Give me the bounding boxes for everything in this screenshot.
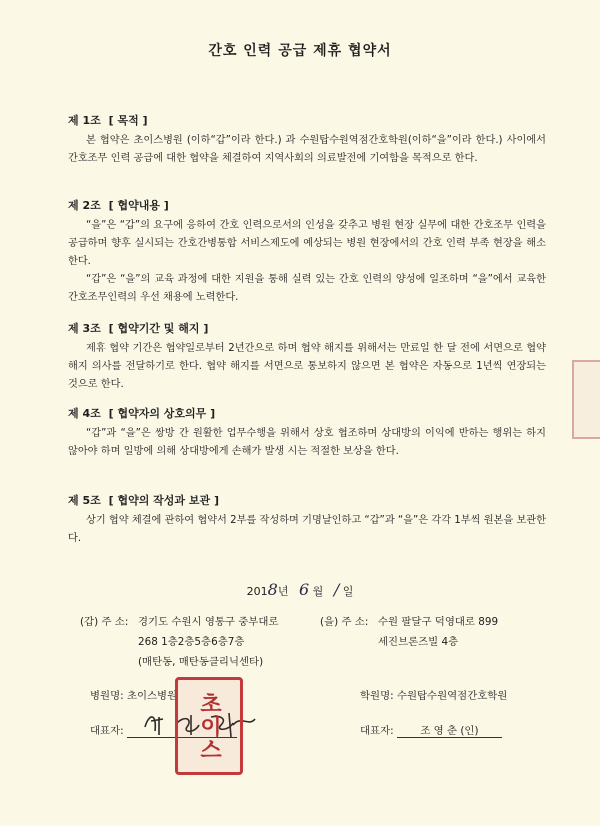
article-5-heading [68,492,546,508]
article-4-number: 제 4조 [68,407,101,420]
article-4-heading [68,405,546,421]
party-a-label: (갑) 주 소: [80,616,129,628]
date-year-prefix: 201 [246,585,268,598]
party-b-address [320,612,498,652]
party-b-address-line-2: 세진브론즈빌 4층 [378,636,459,648]
article-2-heading [68,197,546,213]
party-b-name-row [360,687,507,702]
article-4-title: [ 협약자의 상호의무 ] [108,407,216,420]
date-day-handwritten: / [333,580,340,599]
document-title: 간호 인력 공급 제휴 협약서 [208,43,392,59]
article-4 [68,405,546,461]
article-2-para-1: “을”은 “갑”의 요구에 응하여 간호 인력으로서의 인성을 갖추고 병원 현장 실무에 대한 간호조무 인력을 공급하며 향후 실시되는 간호간병통합 서비스제도에 예상되는 병원 현장에서의 간호 인력 부족 현장을 해소한다. [68,220,546,267]
article-3 [68,320,546,394]
article-1-para: 본 협약은 초이스병원 (이하“갑”이라 한다.) 과 수원탑수원역점간호학원(이하“을”이라 한다.) 사이에서 간호조무 인력 공급에 대한 협약을 체결하여 지역사회의 의료발전에 기여함을 목적으로 한다. [68,135,546,164]
article-2-number: 제 2조 [68,199,101,212]
article-5-title: [ 협약의 작성과 보관 ] [108,494,219,507]
party-b-name-label: 학원명: [360,690,394,702]
article-3-title: [ 협약기간 및 해지 ] [108,322,209,335]
party-a-address-line-1: 경기도 수원시 영통구 중부대로 [138,616,279,628]
contract-date [0,580,600,599]
article-1 [68,112,546,168]
hospital-seal: 초이스 [175,677,243,775]
article-5-number: 제 5조 [68,494,101,507]
article-2-para-2: “갑”은 “을”의 교육 과정에 대한 지원을 통해 실력 있는 간호 인력의 양성에 일조하며 “을”에서 교육한 간호조무인력의 우선 채용에 노력한다. [68,274,546,303]
margin-seal-partial [572,360,600,439]
article-4-body [68,425,546,461]
article-1-title: [ 목적 ] [108,114,148,127]
article-3-body [68,340,546,394]
party-b-rep-name: 조 영 춘 (인) [397,722,502,738]
party-a-address-line-3: (매탄동, 매탄동클리닉센타) [138,656,264,668]
article-3-para: 제휴 협약 기간은 협약일로부터 2년간으로 하며 협약 해지를 위해서는 만료일 한 달 전에 서면으로 협약 해지 의사를 전달하기로 한다. 협약 해지를 서면으로 통보하지 않으면 본 협약은 자동으로 1년씩 연장되는 것으로 한다. [68,343,546,390]
article-1-heading [68,112,546,128]
party-b-label: (을) 주 소: [320,616,369,628]
date-day-suffix: 일 [342,585,354,598]
article-5-body [68,512,546,548]
article-1-body [68,132,546,168]
party-a-address [80,612,278,672]
article-1-number: 제 1조 [68,114,101,127]
party-a-name: 초이스병원 [126,690,178,702]
date-year-suffix: 년 [277,585,289,598]
date-month-suffix: 월 [312,585,324,598]
party-b-address-line-1: 수원 팔달구 덕영대로 899 [378,616,499,628]
date-year-handwritten: 8 [267,580,278,599]
article-2 [68,197,546,307]
article-2-title: [ 협약내용 ] [108,199,169,212]
article-2-body [68,217,546,307]
article-3-heading [68,320,546,336]
article-5-para: 상기 협약 체결에 관하여 협약서 2부를 작성하며 기명날인하고 “갑”과 “을”은 각각 1부씩 원본을 보관한다. [68,515,546,544]
party-b-rep-label: 대표자: [360,725,394,737]
party-a-name-row [90,687,177,702]
party-a-rep-label: 대표자: [90,725,124,737]
date-month-handwritten: 6 [298,580,310,599]
party-a-name-label: 병원명: [90,690,124,702]
article-5 [68,492,546,548]
party-b-rep-row [360,722,502,738]
article-4-para: “갑”과 “을”은 쌍방 간 원활한 업무수행을 위해서 상호 협조하며 상대방의 이익에 반하는 행위는 하지 않아야 하며 일방에 의해 상대방에게 손해가 발생 시는 적절한 보상을 한다. [68,428,546,457]
party-b-name: 수원탑수원역점간호학원 [396,690,508,702]
article-3-number: 제 3조 [68,322,101,335]
party-a-address-line-2: 268 1층2층5층6층7층 [138,636,245,648]
